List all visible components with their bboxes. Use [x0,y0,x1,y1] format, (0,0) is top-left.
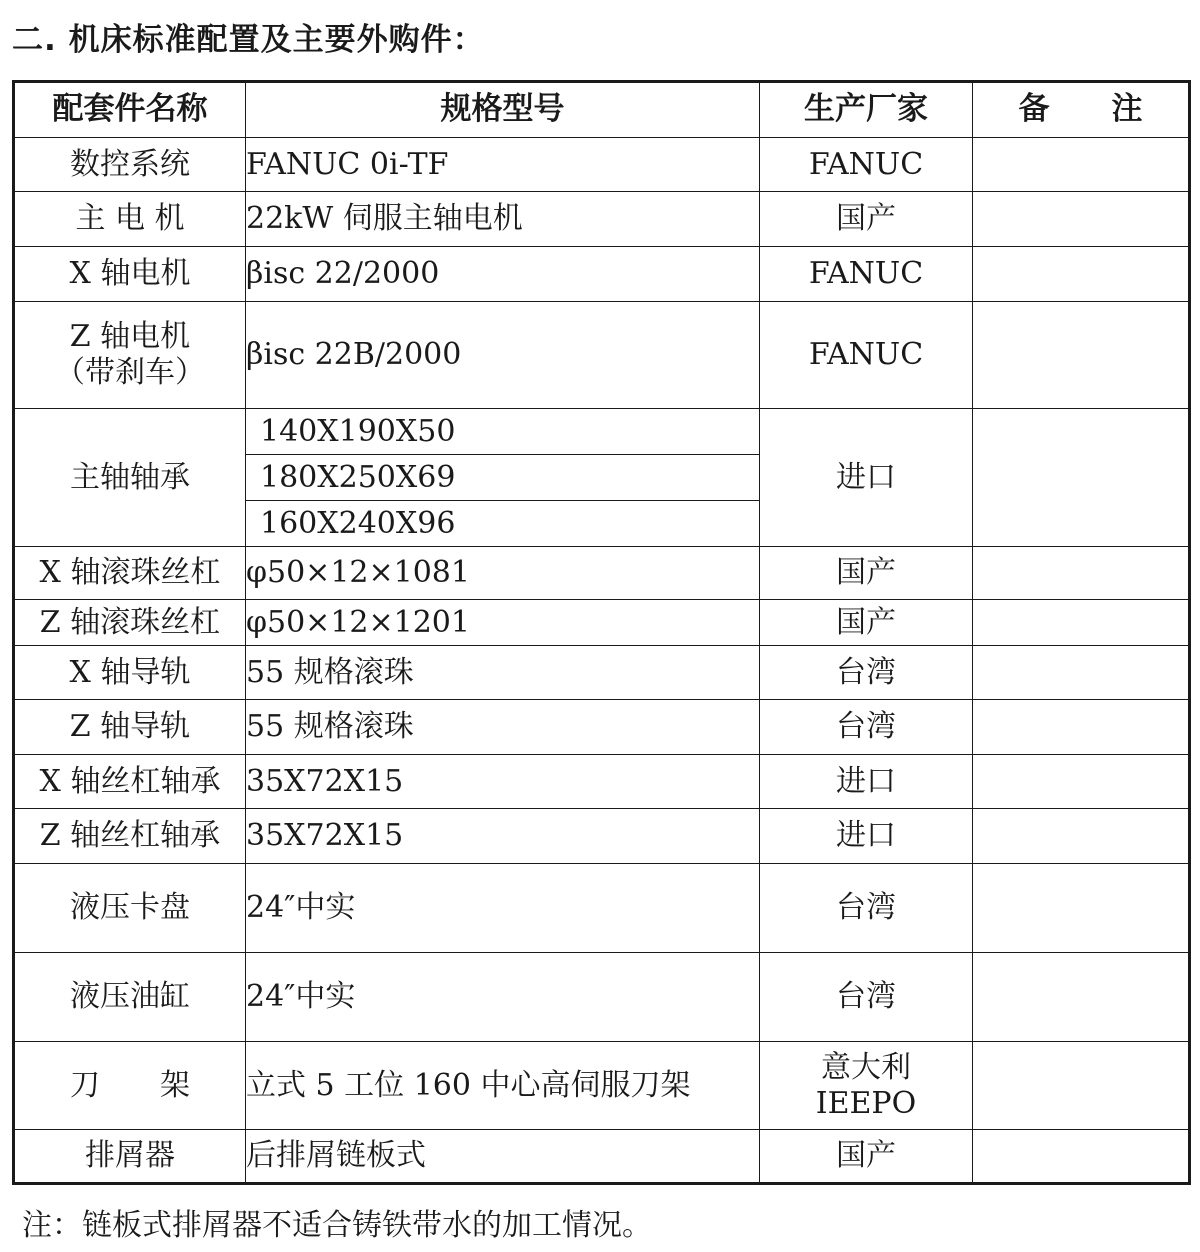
part-name: 数控系统 [14,138,246,192]
part-spec: 立式 5 工位 160 中心高伺服刀架 [246,1042,760,1130]
part-remark [973,247,1190,302]
table-row [14,1042,1190,1130]
part-name: X 轴导轨 [14,646,246,700]
part-remark [973,1042,1190,1130]
header-remark: 备 注 [973,82,1190,138]
part-spec: 180X250X69 [246,454,759,500]
part-remark [973,755,1190,809]
part-maker: 意大利 IEEPO [760,1042,973,1130]
table-row [14,809,1190,864]
table-row [14,138,1190,192]
header-part-name: 配套件名称 [14,82,246,138]
part-name: 刀 架 [14,1042,246,1130]
table-row [14,1130,1190,1184]
part-maker: 国产 [760,547,973,600]
part-spec: FANUC 0i-TF [246,138,760,192]
table-row [14,646,1190,700]
part-maker: 国产 [760,600,973,646]
table-row [14,247,1190,302]
part-spec: 160X240X96 [246,500,759,546]
part-maker: FANUC [760,138,973,192]
part-remark [973,138,1190,192]
table-row [14,547,1190,600]
part-spec: 140X190X50 [260,414,456,449]
part-name: Z 轴丝杠轴承 [14,809,246,864]
part-remark [973,600,1190,646]
header-manufacturer: 生产厂家 [760,82,973,138]
table-row [14,864,1190,953]
part-spec: φ50×12×1081 [246,547,760,600]
part-name: X 轴滚珠丝杠 [14,547,246,600]
part-spec: 22kW 伺服主轴电机 [246,192,760,247]
part-remark [973,547,1190,600]
part-maker: 台湾 [760,864,973,953]
part-spec: βisc 22/2000 [246,247,760,302]
table-row [14,600,1190,646]
part-spec-list [246,409,760,547]
part-name: 液压卡盘 [14,864,246,953]
part-remark [973,953,1190,1042]
part-remark [973,864,1190,953]
section-heading: 二. 机床标准配置及主要外购件： [12,22,485,58]
part-spec: 55 规格滚珠 [246,646,760,700]
table-row [14,953,1190,1042]
part-maker: FANUC [760,302,973,409]
part-spec: βisc 22B/2000 [246,302,760,409]
part-spec: 24″中实 [246,953,760,1042]
part-maker: 进口 [760,409,973,547]
part-maker: 台湾 [760,646,973,700]
part-remark [973,1130,1190,1184]
part-maker: 台湾 [760,953,973,1042]
header-spec: 规格型号 [246,82,760,138]
part-spec: 55 规格滚珠 [246,700,760,755]
part-maker: 国产 [760,1130,973,1184]
part-remark [973,809,1190,864]
part-spec: 24″中实 [246,864,760,953]
table-header-row [14,82,1190,138]
part-remark [973,700,1190,755]
config-table [12,80,1191,1185]
table-row [14,192,1190,247]
table-row [14,755,1190,809]
footnote: 注：链板式排屑器不适合铸铁带水的加工情况。 [22,1208,652,1243]
part-maker: 进口 [760,755,973,809]
table-row [14,409,1190,547]
part-name: 排屑器 [14,1130,246,1184]
part-name: 主 电 机 [14,192,246,247]
part-name: X 轴丝杠轴承 [14,755,246,809]
part-name: Z 轴导轨 [14,700,246,755]
part-remark [973,302,1190,409]
table-row [14,302,1190,409]
part-name: Z 轴滚珠丝杠 [14,600,246,646]
part-remark [973,409,1190,547]
part-name: 主轴轴承 [14,409,246,547]
part-maker: FANUC [760,247,973,302]
part-name: Z 轴电机 （带刹车） [14,302,246,409]
part-remark [973,192,1190,247]
part-name: X 轴电机 [14,247,246,302]
part-spec: 35X72X15 [246,755,760,809]
part-spec: 35X72X15 [246,809,760,864]
part-spec: φ50×12×1201 [246,600,760,646]
part-maker: 进口 [760,809,973,864]
part-maker: 台湾 [760,700,973,755]
part-maker: 国产 [760,192,973,247]
part-name: 液压油缸 [14,953,246,1042]
table-row [14,700,1190,755]
part-spec: 后排屑链板式 [246,1130,760,1184]
part-remark [973,646,1190,700]
